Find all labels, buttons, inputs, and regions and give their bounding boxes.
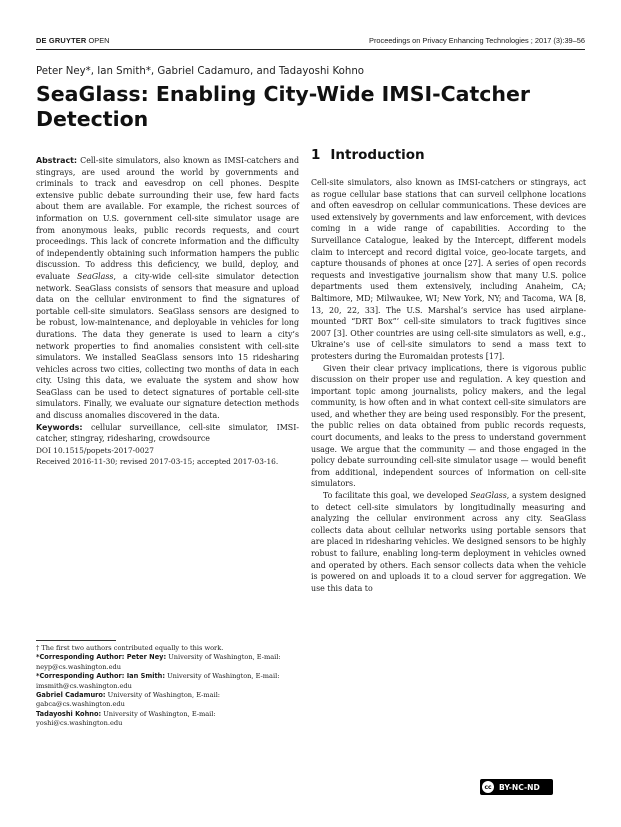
abstract-text-1: Cell-site simulators, also known as IMSI-catchers and stingrays, are used around the world by governments and criminals to track and eavesdrop on cell phones. Despite extensive public debate surrounding their use, few hard facts about them are available. For example, the richest sources of information on U.S. government cell-site simulator usage are from anonymous leaks, public records requests, and court proceedings. This lack of concrete information and the difficulty of independently obtaining such information hampers the public discussion. To address this deficiency, we build, deploy, and evaluate bbox=[36, 156, 299, 281]
footnote-equal-contribution: † The first two authors contributed equally to this work. bbox=[36, 644, 224, 652]
footnote-author-smith: *Corresponding Author: Ian Smith: University of Washington, E-mail: imsmith@cs.washington.edu bbox=[36, 672, 280, 690]
keywords-label: Keywords: bbox=[36, 422, 83, 432]
intro-paragraph-1: Cell-site simulators, also known as IMSI-catchers or stingrays, act as rogue cellular base stations that can surveil cellphone locations and often eavesdrop on cellular communications. These devices are used extensively by governments and law enforcement, with devices coming in a wide range of capabilities. According to the Surveillance Catalogue, leaked by the Intercept, different models claim to intercept and record digital voice, geo-locate targets, and capture thousands of phones at once [27]. A series of open records requests and investigative journalism show that many U.S. police departments used them extensively, including Anaheim, CA; Baltimore, MD; Milwaukee, WI; New York, NY; and Tacoma, WA [8, 13, 20, 22, 33]. The U.S. Marshal’s service has used airplane-mounted “DRT Box”’ cell-site simulators to track fugitives since 2007 [3]. Other countries are using cell-site simulators as well, e.g., Ukraine’s use of cell-site simulators to send a mass text to protesters during the Euromaidan protests [17]. bbox=[311, 178, 586, 361]
seaglass-emph: SeaGlass bbox=[470, 491, 507, 501]
journal-citation: Proceedings on Privacy Enhancing Technologies ; 2017 (3):39–56 bbox=[369, 36, 585, 45]
footnote-author-kohno: Tadayoshi Kohno: University of Washington, E-mail: yoshi@cs.washington.edu bbox=[36, 709, 216, 728]
section-title: Introduction bbox=[330, 147, 425, 163]
footnote-author-cadamuro: Gabriel Cadamuro: University of Washington, E-mail: gabca@cs.washington.edu bbox=[36, 691, 221, 709]
abstract-emph: SeaGlass bbox=[77, 271, 114, 281]
license-label: BY-NC-ND bbox=[499, 782, 540, 792]
abstract bbox=[36, 155, 299, 422]
publisher-name: DE GRUYTER bbox=[36, 36, 87, 45]
abstract-text-2: , a city-wide cell-site simulator detection network. SeaGlass consists of sensors that measure and upload data on the cellular environment to find the signatures of portable cell-site simulators. SeaGlass sensors are designed to be robust, low-maintenance, and deployable in vehicles for long durations. The data they generate is used to learn a city’s network properties to find anomalies consistent with cell-site simulators. We installed SeaGlass sensors into 15 ridesharing vehicles across two cities, collecting two months of data in each city. Using this data, we evaluate the system and show how SeaGlass can be used to detect signatures of portable cell-site simulators. Finally, we evaluate our signature detection methods and discuss anomalies discovered in the data. bbox=[36, 271, 299, 421]
footnote-author-ney: *Corresponding Author: Peter Ney: University of Washington, E-mail: neyp@cs.washington.edu bbox=[36, 653, 281, 671]
section-heading bbox=[311, 147, 586, 163]
keywords-text: cellular surveillance, cell-site simulator, IMSI-catcher, stingray, ridesharing, crowdsource bbox=[36, 422, 299, 444]
footnotes bbox=[36, 640, 299, 729]
author-list: Peter Ney*, Ian Smith*, Gabriel Cadamuro, and Tadayoshi Kohno bbox=[36, 66, 365, 77]
paper-title: SeaGlass: Enabling City-Wide IMSI-Catcher Detection bbox=[36, 82, 531, 131]
abstract-label: Abstract: bbox=[36, 156, 78, 165]
keywords bbox=[36, 422, 299, 445]
page-header bbox=[36, 36, 585, 50]
left-column bbox=[36, 155, 299, 467]
section-number: 1 bbox=[311, 147, 321, 163]
publisher-open: OPEN bbox=[86, 36, 110, 45]
received-dates: Received 2016-11-30; revised 2017-03-15; accepted 2017-03-16. bbox=[36, 456, 279, 466]
cc-license-badge bbox=[480, 779, 553, 795]
right-column bbox=[311, 147, 586, 594]
doi: DOI 10.1515/popets-2017-0027 bbox=[36, 445, 154, 455]
footnote-rule bbox=[36, 640, 116, 641]
cc-icon: cc bbox=[482, 781, 494, 793]
intro-paragraph-3: To facilitate this goal, we developed SeaGlass, a system designed to detect cell-site simulators by longitudinally measuring and analyzing the cellular environment across any city. SeaGlass collects data about cellular networks using portable sensors that are placed in ridesharing vehicles. We designed sensors to be highly robust to failure, enabling long-term deployment in vehicles owned and operated by others. Each sensor collects data when the vehicle is powered on and uploads it to a cloud server for aggregation. We use this data to bbox=[311, 491, 586, 593]
intro-paragraph-2: Given their clear privacy implications, there is vigorous public discussion on their proper use and regulation. A key question and important topic among journalists, policy makers, and the legal community, is how often and in what context cell-site simulators are used, and whether they are being used responsibly. For the present, the public relies on data obtained from public records requests, court documents, and leaks to the press to understand government usage. We argue that the community — and those engaged in the policy debate surrounding cell-site simulator usage — would benefit from additional, independent sources of information on cell-site simulators. bbox=[311, 363, 586, 489]
publisher bbox=[36, 36, 109, 45]
